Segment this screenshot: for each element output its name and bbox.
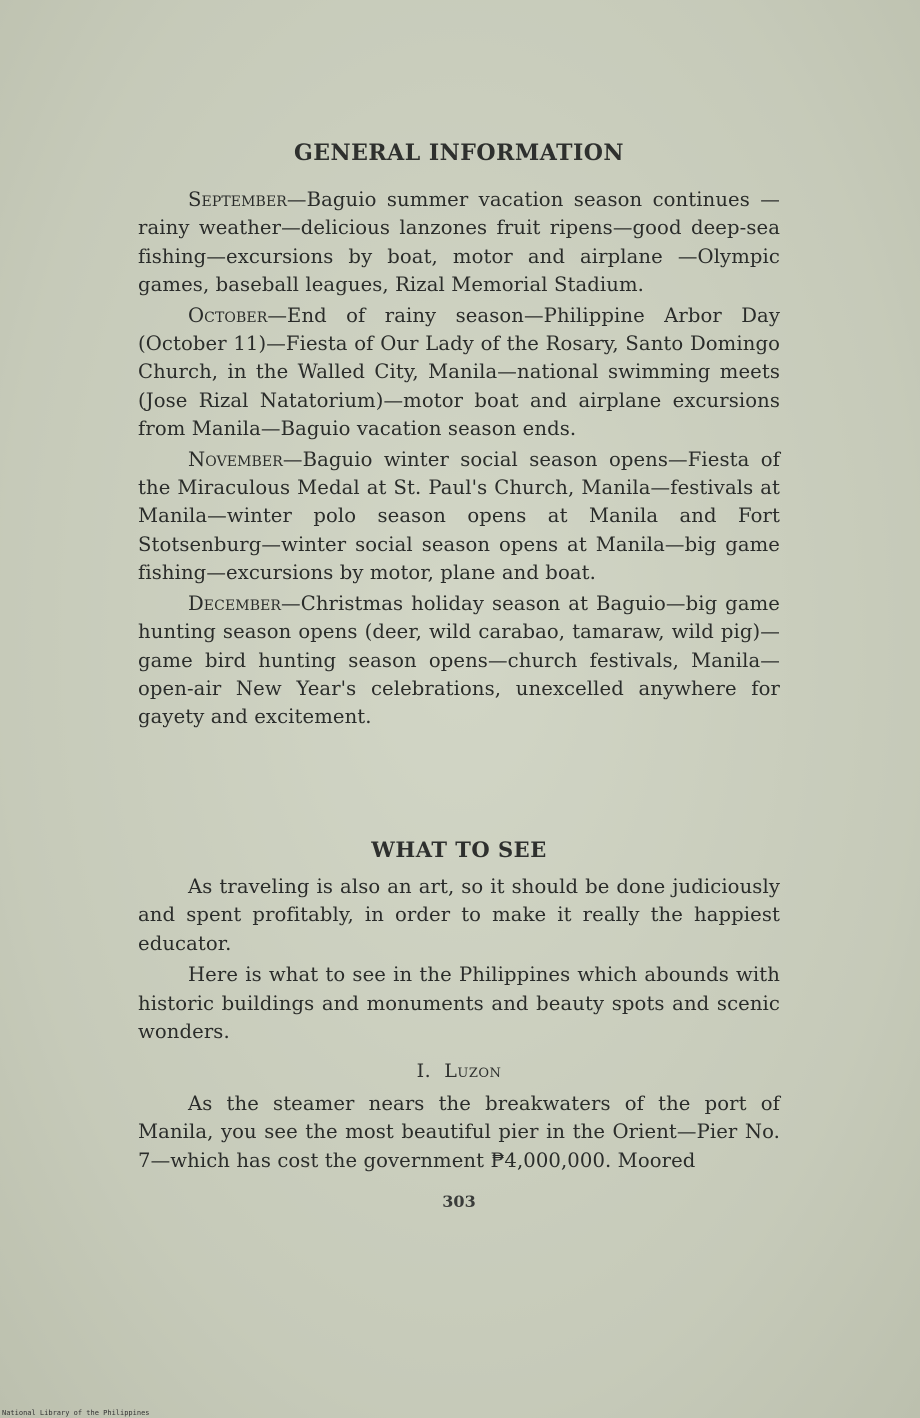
month-paragraph-october xyxy=(138,302,780,444)
month-text: —End of rainy season—Philippine Arbor Day (October 11)—Fiesta of Our Lady of the Rosary, Santo Domingo Church, in the Walled City, Manila—national swimming meets (Jose Rizal Natatorium)—motor boat and airplane excursions from Manila—Baguio vacation season ends. xyxy=(138,303,780,441)
month-text: —Baguio winter social season opens—Fiesta of the Miraculous Medal at St. Paul's Church, Manila—festivals at Manila—winter polo season opens at Manila and Fort Stotsenburg—winter social season opens at Manila—big game fishing—excursions by motor, plane and boat. xyxy=(138,447,780,585)
subsection-number: I. xyxy=(416,1060,432,1082)
month-paragraph-november xyxy=(138,446,780,588)
month-name: December xyxy=(188,591,282,615)
section-heading-what-to-see: WHAT TO SEE xyxy=(371,837,547,862)
month-name: September xyxy=(188,188,287,211)
months-section xyxy=(138,186,780,732)
month-name: October xyxy=(188,303,268,327)
month-paragraph-september xyxy=(138,186,780,300)
luzon-section xyxy=(138,1090,780,1175)
month-text: —Christmas holiday season at Baguio—big game hunting season opens (deer, wild carabao, tamaraw, wild pig)—game bird hunting season opens—church festivals, Manila—open-air New Year's celebrations, unexcelled anywhere for gayety and excitement. xyxy=(138,591,780,729)
page-heading-general-information: GENERAL INFORMATION xyxy=(293,140,625,166)
month-text: —Baguio summer vacation season continues —rainy weather—delicious lanzones fruit ripens—good deep-sea fishing—excursions by boat, motor and airplane —Olympic games, baseball leagues, Rizal Memorial Stadium. xyxy=(138,188,780,297)
see-paragraph: Here is what to see in the Philippines which abounds with historic buildings and monuments and beauty spots and scenic wonders. xyxy=(138,963,780,1044)
month-paragraph-december xyxy=(138,590,780,732)
subsection-heading-luzon xyxy=(138,1060,780,1082)
footer-credit: National Library of the Philippines xyxy=(2,1409,150,1417)
what-to-see-section xyxy=(138,873,780,1046)
page-number: 303 xyxy=(442,1192,476,1211)
subsection-name: Luzon xyxy=(444,1060,502,1082)
month-name: November xyxy=(188,447,283,471)
see-paragraph: As traveling is also an art, so it should be done judiciously and spent profitably, in order to make it really the happiest educator. xyxy=(138,875,780,955)
luzon-paragraph: As the steamer nears the breakwaters of the port of Manila, you see the most beautiful pier in the Orient—Pier No. 7—which has cost the government ₱4,000,000. Moored xyxy=(138,1092,780,1172)
